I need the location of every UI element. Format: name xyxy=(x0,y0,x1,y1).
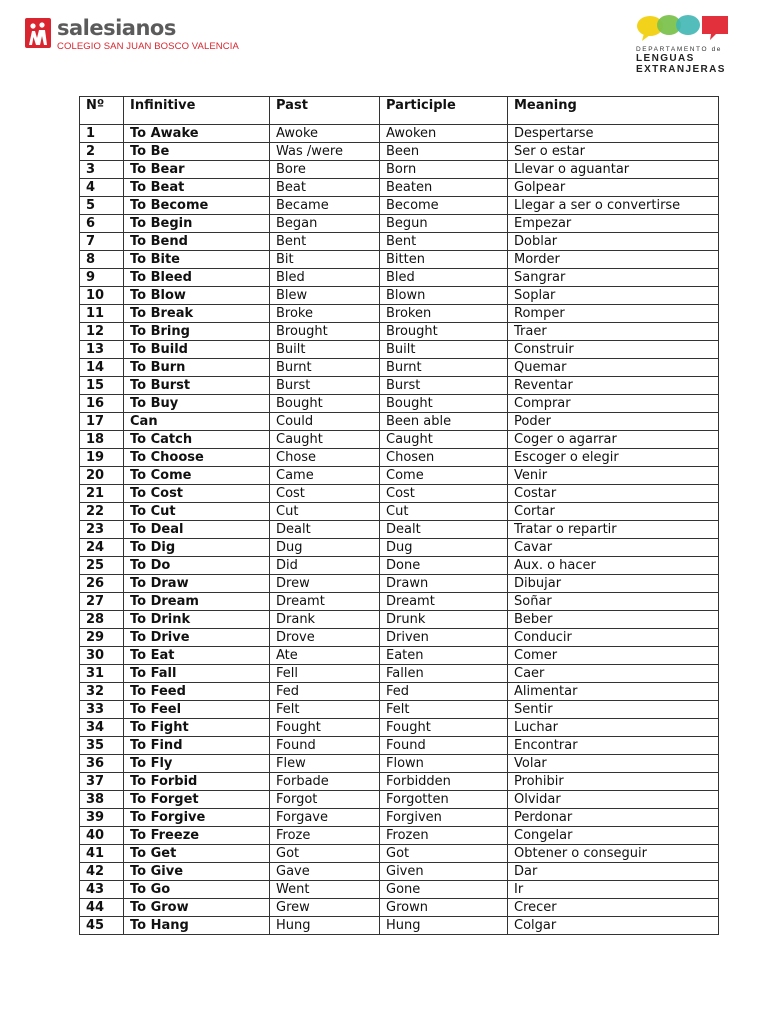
verb-past: Burnt xyxy=(270,359,380,377)
verb-participle: Brought xyxy=(380,323,508,341)
verb-participle: Burnt xyxy=(380,359,508,377)
verb-number: 30 xyxy=(80,647,124,665)
verb-participle: Broken xyxy=(380,305,508,323)
verb-past: Cut xyxy=(270,503,380,521)
verb-meaning: Prohibir xyxy=(508,773,719,791)
verb-participle: Drunk xyxy=(380,611,508,629)
verb-meaning: Encontrar xyxy=(508,737,719,755)
verb-participle: Fallen xyxy=(380,665,508,683)
verb-past: Bled xyxy=(270,269,380,287)
verb-infinitive: To Cut xyxy=(124,503,270,521)
verb-number: 3 xyxy=(80,161,124,179)
verb-participle: Bought xyxy=(380,395,508,413)
verb-meaning: Soñar xyxy=(508,593,719,611)
table-row xyxy=(80,881,719,899)
verb-meaning: Crecer xyxy=(508,899,719,917)
verb-meaning: Soplar xyxy=(508,287,719,305)
table-row xyxy=(80,305,719,323)
verb-participle: Begun xyxy=(380,215,508,233)
verb-number: 16 xyxy=(80,395,124,413)
verb-infinitive: To Bend xyxy=(124,233,270,251)
department-title-line2: EXTRANJERAS xyxy=(636,64,726,75)
brand-name: salesianos xyxy=(57,16,176,40)
verb-meaning: Alimentar xyxy=(508,683,719,701)
verb-past: Fought xyxy=(270,719,380,737)
verb-meaning: Costar xyxy=(508,485,719,503)
verb-number: 15 xyxy=(80,377,124,395)
table-row xyxy=(80,791,719,809)
verb-infinitive: To Dig xyxy=(124,539,270,557)
speech-bubbles-icon xyxy=(636,14,732,42)
verb-meaning: Cavar xyxy=(508,539,719,557)
verb-number: 13 xyxy=(80,341,124,359)
verb-participle: Gone xyxy=(380,881,508,899)
verb-meaning: Luchar xyxy=(508,719,719,737)
verb-past: Dealt xyxy=(270,521,380,539)
table-row xyxy=(80,629,719,647)
verb-number: 7 xyxy=(80,233,124,251)
table-row xyxy=(80,521,719,539)
table-row xyxy=(80,179,719,197)
verb-past: Hung xyxy=(270,917,380,935)
verb-past: Felt xyxy=(270,701,380,719)
table-row xyxy=(80,359,719,377)
verb-infinitive: To Buy xyxy=(124,395,270,413)
verb-past: Froze xyxy=(270,827,380,845)
brand-subtitle: COLEGIO SAN JUAN BOSCO VALENCIA xyxy=(57,41,239,52)
table-row xyxy=(80,431,719,449)
table-row xyxy=(80,413,719,431)
verb-meaning: Tratar o repartir xyxy=(508,521,719,539)
verb-infinitive: To Find xyxy=(124,737,270,755)
table-row xyxy=(80,611,719,629)
verb-infinitive: To Break xyxy=(124,305,270,323)
verb-number: 26 xyxy=(80,575,124,593)
verb-participle: Flown xyxy=(380,755,508,773)
verb-participle: Felt xyxy=(380,701,508,719)
verb-meaning: Doblar xyxy=(508,233,719,251)
table-row xyxy=(80,809,719,827)
verb-participle: Blown xyxy=(380,287,508,305)
table-row xyxy=(80,323,719,341)
verb-participle: Forbidden xyxy=(380,773,508,791)
verb-infinitive: To Dream xyxy=(124,593,270,611)
verb-infinitive: To Grow xyxy=(124,899,270,917)
verb-meaning: Morder xyxy=(508,251,719,269)
table-row xyxy=(80,377,719,395)
table-row xyxy=(80,233,719,251)
verb-participle: Got xyxy=(380,845,508,863)
verb-number: 31 xyxy=(80,665,124,683)
verb-meaning: Dibujar xyxy=(508,575,719,593)
verb-participle: Bent xyxy=(380,233,508,251)
verb-number: 42 xyxy=(80,863,124,881)
verb-meaning: Llevar o aguantar xyxy=(508,161,719,179)
verb-past: Came xyxy=(270,467,380,485)
verb-infinitive: To Drink xyxy=(124,611,270,629)
verb-infinitive: Can xyxy=(124,413,270,431)
verb-infinitive: To Deal xyxy=(124,521,270,539)
table-row xyxy=(80,899,719,917)
verb-infinitive: To Eat xyxy=(124,647,270,665)
verb-meaning: Traer xyxy=(508,323,719,341)
verb-number: 35 xyxy=(80,737,124,755)
table-row xyxy=(80,755,719,773)
table-row xyxy=(80,251,719,269)
verb-infinitive: To Burn xyxy=(124,359,270,377)
verb-number: 34 xyxy=(80,719,124,737)
verb-past: Got xyxy=(270,845,380,863)
column-header-infinitive: Infinitive xyxy=(124,97,270,125)
verb-infinitive: To Drive xyxy=(124,629,270,647)
table-row xyxy=(80,539,719,557)
table-row xyxy=(80,845,719,863)
verb-past: Forgot xyxy=(270,791,380,809)
verb-participle: Built xyxy=(380,341,508,359)
verb-participle: Cut xyxy=(380,503,508,521)
verb-participle: Forgotten xyxy=(380,791,508,809)
verb-past: Dreamt xyxy=(270,593,380,611)
verb-infinitive: To Bear xyxy=(124,161,270,179)
verb-infinitive: To Awake xyxy=(124,125,270,143)
verb-infinitive: To Become xyxy=(124,197,270,215)
verb-number: 29 xyxy=(80,629,124,647)
verb-past: Was /were xyxy=(270,143,380,161)
verb-past: Bore xyxy=(270,161,380,179)
verb-participle: Dreamt xyxy=(380,593,508,611)
verb-number: 40 xyxy=(80,827,124,845)
verb-infinitive: To Forgive xyxy=(124,809,270,827)
table-row xyxy=(80,863,719,881)
verb-participle: Burst xyxy=(380,377,508,395)
table-row xyxy=(80,395,719,413)
verb-meaning: Empezar xyxy=(508,215,719,233)
verb-past: Became xyxy=(270,197,380,215)
verb-meaning: Olvidar xyxy=(508,791,719,809)
table-row xyxy=(80,341,719,359)
verb-participle: Bitten xyxy=(380,251,508,269)
verb-past: Went xyxy=(270,881,380,899)
verb-meaning: Despertarse xyxy=(508,125,719,143)
verb-meaning: Dar xyxy=(508,863,719,881)
verb-participle: Awoken xyxy=(380,125,508,143)
verb-past: Awoke xyxy=(270,125,380,143)
verb-participle: Given xyxy=(380,863,508,881)
verb-number: 25 xyxy=(80,557,124,575)
verb-meaning: Llegar a ser o convertirse xyxy=(508,197,719,215)
verb-meaning: Construir xyxy=(508,341,719,359)
table-row xyxy=(80,557,719,575)
verb-number: 9 xyxy=(80,269,124,287)
verb-number: 32 xyxy=(80,683,124,701)
table-row xyxy=(80,485,719,503)
verb-number: 5 xyxy=(80,197,124,215)
verb-past: Began xyxy=(270,215,380,233)
verb-infinitive: To Feed xyxy=(124,683,270,701)
verb-number: 6 xyxy=(80,215,124,233)
verb-past: Broke xyxy=(270,305,380,323)
department-title-line1: LENGUAS xyxy=(636,53,695,64)
verb-participle: Eaten xyxy=(380,647,508,665)
verb-participle: Bled xyxy=(380,269,508,287)
salesianos-logo-icon xyxy=(25,18,51,48)
table-row xyxy=(80,827,719,845)
verb-participle: Hung xyxy=(380,917,508,935)
verb-number: 4 xyxy=(80,179,124,197)
verb-participle: Beaten xyxy=(380,179,508,197)
verb-participle: Chosen xyxy=(380,449,508,467)
verb-past: Blew xyxy=(270,287,380,305)
verb-number: 11 xyxy=(80,305,124,323)
verb-number: 17 xyxy=(80,413,124,431)
verb-meaning: Reventar xyxy=(508,377,719,395)
verb-infinitive: To Cost xyxy=(124,485,270,503)
column-header-number: Nº xyxy=(80,97,124,125)
verb-past: Built xyxy=(270,341,380,359)
verb-number: 1 xyxy=(80,125,124,143)
table-row xyxy=(80,647,719,665)
verb-meaning: Coger o agarrar xyxy=(508,431,719,449)
verb-meaning: Volar xyxy=(508,755,719,773)
verb-infinitive: To Give xyxy=(124,863,270,881)
irregular-verbs-table xyxy=(79,96,719,935)
verb-meaning: Romper xyxy=(508,305,719,323)
verb-infinitive: To Go xyxy=(124,881,270,899)
table-row xyxy=(80,269,719,287)
verb-infinitive: To Come xyxy=(124,467,270,485)
verb-past: Ate xyxy=(270,647,380,665)
verb-past: Drove xyxy=(270,629,380,647)
verb-number: 39 xyxy=(80,809,124,827)
verb-infinitive: To Do xyxy=(124,557,270,575)
page-header xyxy=(0,0,768,90)
verb-participle: Been xyxy=(380,143,508,161)
table-row xyxy=(80,161,719,179)
verb-infinitive: To Catch xyxy=(124,431,270,449)
verb-participle: Found xyxy=(380,737,508,755)
verb-infinitive: To Freeze xyxy=(124,827,270,845)
column-header-meaning: Meaning xyxy=(508,97,719,125)
verb-number: 41 xyxy=(80,845,124,863)
verb-participle: Fed xyxy=(380,683,508,701)
verb-meaning: Sangrar xyxy=(508,269,719,287)
verb-past: Could xyxy=(270,413,380,431)
verb-meaning: Quemar xyxy=(508,359,719,377)
verb-past: Chose xyxy=(270,449,380,467)
verb-past: Bit xyxy=(270,251,380,269)
verb-meaning: Golpear xyxy=(508,179,719,197)
verb-past: Fed xyxy=(270,683,380,701)
verb-number: 12 xyxy=(80,323,124,341)
verb-infinitive: To Bleed xyxy=(124,269,270,287)
salesianos-logo xyxy=(25,18,239,52)
verb-infinitive: To Draw xyxy=(124,575,270,593)
verb-past: Found xyxy=(270,737,380,755)
verb-infinitive: To Be xyxy=(124,143,270,161)
verb-participle: Frozen xyxy=(380,827,508,845)
verb-past: Burst xyxy=(270,377,380,395)
verb-infinitive: To Hang xyxy=(124,917,270,935)
table-row xyxy=(80,125,719,143)
verb-infinitive: To Fly xyxy=(124,755,270,773)
verb-participle: Cost xyxy=(380,485,508,503)
table-row xyxy=(80,665,719,683)
verb-meaning: Poder xyxy=(508,413,719,431)
verb-number: 37 xyxy=(80,773,124,791)
table-body xyxy=(80,125,719,935)
verb-meaning: Aux. o hacer xyxy=(508,557,719,575)
verb-infinitive: To Bring xyxy=(124,323,270,341)
verb-past: Caught xyxy=(270,431,380,449)
table-row xyxy=(80,143,719,161)
verb-number: 2 xyxy=(80,143,124,161)
verb-past: Bought xyxy=(270,395,380,413)
table-row xyxy=(80,719,719,737)
verb-past: Did xyxy=(270,557,380,575)
verb-infinitive: To Begin xyxy=(124,215,270,233)
verb-infinitive: To Fall xyxy=(124,665,270,683)
verb-meaning: Comprar xyxy=(508,395,719,413)
verb-participle: Forgiven xyxy=(380,809,508,827)
verb-number: 18 xyxy=(80,431,124,449)
verb-meaning: Colgar xyxy=(508,917,719,935)
table-row xyxy=(80,917,719,935)
verb-meaning: Ser o estar xyxy=(508,143,719,161)
verb-infinitive: To Choose xyxy=(124,449,270,467)
verb-number: 19 xyxy=(80,449,124,467)
verb-past: Brought xyxy=(270,323,380,341)
verb-participle: Become xyxy=(380,197,508,215)
verb-meaning: Beber xyxy=(508,611,719,629)
verb-infinitive: To Bite xyxy=(124,251,270,269)
table-row xyxy=(80,215,719,233)
verb-meaning: Ir xyxy=(508,881,719,899)
verb-infinitive: To Forbid xyxy=(124,773,270,791)
verb-past: Drew xyxy=(270,575,380,593)
verb-participle: Done xyxy=(380,557,508,575)
verb-participle: Fought xyxy=(380,719,508,737)
verb-participle: Drawn xyxy=(380,575,508,593)
verb-infinitive: To Burst xyxy=(124,377,270,395)
verb-past: Fell xyxy=(270,665,380,683)
verb-number: 20 xyxy=(80,467,124,485)
column-header-past: Past xyxy=(270,97,380,125)
verb-number: 22 xyxy=(80,503,124,521)
verb-past: Bent xyxy=(270,233,380,251)
verb-infinitive: To Build xyxy=(124,341,270,359)
table-row xyxy=(80,593,719,611)
verb-number: 21 xyxy=(80,485,124,503)
verb-number: 44 xyxy=(80,899,124,917)
verb-meaning: Congelar xyxy=(508,827,719,845)
table-row xyxy=(80,773,719,791)
verb-past: Grew xyxy=(270,899,380,917)
verb-infinitive: To Get xyxy=(124,845,270,863)
department-logo xyxy=(636,14,736,75)
verb-participle: Come xyxy=(380,467,508,485)
verb-past: Drank xyxy=(270,611,380,629)
table-row xyxy=(80,197,719,215)
table-row xyxy=(80,701,719,719)
verb-number: 8 xyxy=(80,251,124,269)
verb-past: Flew xyxy=(270,755,380,773)
table-row xyxy=(80,575,719,593)
verb-past: Dug xyxy=(270,539,380,557)
table-row xyxy=(80,467,719,485)
verb-past: Beat xyxy=(270,179,380,197)
verb-number: 28 xyxy=(80,611,124,629)
verb-participle: Grown xyxy=(380,899,508,917)
verb-participle: Caught xyxy=(380,431,508,449)
verb-number: 45 xyxy=(80,917,124,935)
verb-participle: Dealt xyxy=(380,521,508,539)
verb-number: 38 xyxy=(80,791,124,809)
verb-number: 27 xyxy=(80,593,124,611)
verb-participle: Been able xyxy=(380,413,508,431)
verb-meaning: Venir xyxy=(508,467,719,485)
verb-number: 14 xyxy=(80,359,124,377)
verb-infinitive: To Beat xyxy=(124,179,270,197)
table-row xyxy=(80,287,719,305)
verb-meaning: Conducir xyxy=(508,629,719,647)
verb-infinitive: To Feel xyxy=(124,701,270,719)
verb-past: Gave xyxy=(270,863,380,881)
table-row xyxy=(80,503,719,521)
table-row xyxy=(80,683,719,701)
department-label: DEPARTAMENTO de xyxy=(636,46,723,53)
column-header-participle: Participle xyxy=(380,97,508,125)
verb-number: 36 xyxy=(80,755,124,773)
verb-meaning: Escoger o elegir xyxy=(508,449,719,467)
verb-meaning: Obtener o conseguir xyxy=(508,845,719,863)
verb-participle: Driven xyxy=(380,629,508,647)
verb-number: 43 xyxy=(80,881,124,899)
table-row xyxy=(80,737,719,755)
verb-past: Forbade xyxy=(270,773,380,791)
verb-number: 33 xyxy=(80,701,124,719)
verb-meaning: Caer xyxy=(508,665,719,683)
verb-participle: Dug xyxy=(380,539,508,557)
verb-number: 23 xyxy=(80,521,124,539)
verb-infinitive: To Fight xyxy=(124,719,270,737)
verb-meaning: Perdonar xyxy=(508,809,719,827)
verb-participle: Born xyxy=(380,161,508,179)
verb-number: 10 xyxy=(80,287,124,305)
verb-meaning: Cortar xyxy=(508,503,719,521)
verb-past: Forgave xyxy=(270,809,380,827)
verb-infinitive: To Forget xyxy=(124,791,270,809)
verb-meaning: Sentir xyxy=(508,701,719,719)
verb-infinitive: To Blow xyxy=(124,287,270,305)
verb-meaning: Comer xyxy=(508,647,719,665)
verb-number: 24 xyxy=(80,539,124,557)
table-header-row xyxy=(80,97,719,125)
verb-past: Cost xyxy=(270,485,380,503)
table-row xyxy=(80,449,719,467)
